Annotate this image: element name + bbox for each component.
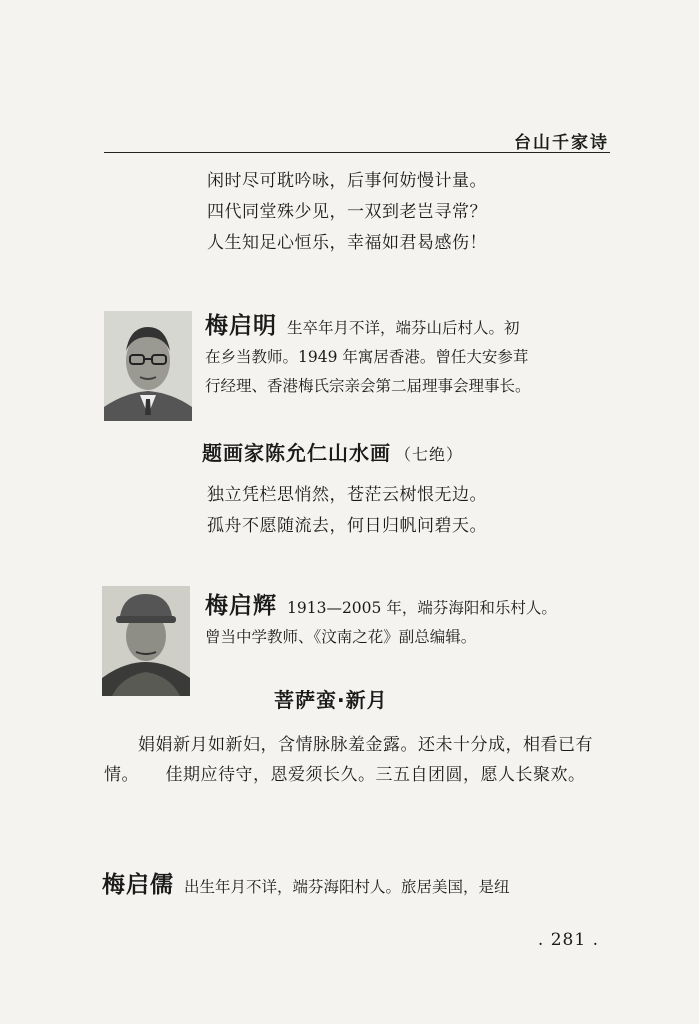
running-header: 台山千家诗 (514, 133, 609, 153)
prose-paragraph: 娟娟新月如新妇，含情脉脉羞金露。还未十分成，相看已有情。 佳期应待守，恩爱须长久。三五自团圆，愿人长聚欢。 (104, 735, 593, 785)
poem-title-text: 菩萨蛮·新月 (274, 688, 388, 712)
poem-title-text: 题画家陈允仁山水画 (202, 441, 391, 465)
poem-title (274, 684, 388, 713)
bio-entry-3 (102, 871, 510, 902)
page-number: . 281 . (537, 930, 599, 950)
person-name: 梅启辉 (205, 593, 277, 619)
bio-line: 1913—2005 年，端芬海阳和乐村人。 (287, 599, 557, 617)
continued-poem (207, 166, 487, 259)
poem-prose (104, 730, 610, 790)
poem-form: （七绝） (395, 445, 464, 464)
verse-line: 孤舟不愿随流去，何日归帆问碧天。 (207, 516, 487, 536)
person-name: 梅启儒 (102, 872, 174, 898)
bio-line: 在乡当教师。1949 年寓居香港。曾任大安参茸 (205, 348, 529, 366)
person-name: 梅启明 (205, 313, 277, 339)
bio-line: 生卒年月不详，端芬山后村人。初 (287, 319, 520, 337)
verse-line: 闲时尽可耽吟咏，后事何妨慢计量。 (207, 171, 487, 191)
bio-line: 行经理、香港梅氏宗亲会第二届理事会理事长。 (205, 377, 531, 395)
bio-entry-2 (205, 592, 557, 652)
header-rule (104, 152, 610, 153)
bio-entry-1 (205, 312, 531, 401)
portrait-photo (104, 311, 192, 421)
bio-line: 曾当中学教师、《汶南之花》副总编辑。 (205, 628, 477, 646)
bio-line: 出生年月不详，端芬海阳村人。旅居美国，是纽 (184, 878, 510, 896)
poem-title (202, 437, 463, 466)
verse-line: 独立凭栏思悄然，苍茫云树恨无边。 (207, 485, 487, 505)
poem-body (207, 480, 487, 542)
verse-line: 四代同堂殊少见，一双到老岂寻常？ (207, 202, 487, 222)
portrait-photo (102, 586, 190, 696)
verse-line: 人生知足心恒乐，幸福如君曷感伤！ (207, 233, 487, 253)
